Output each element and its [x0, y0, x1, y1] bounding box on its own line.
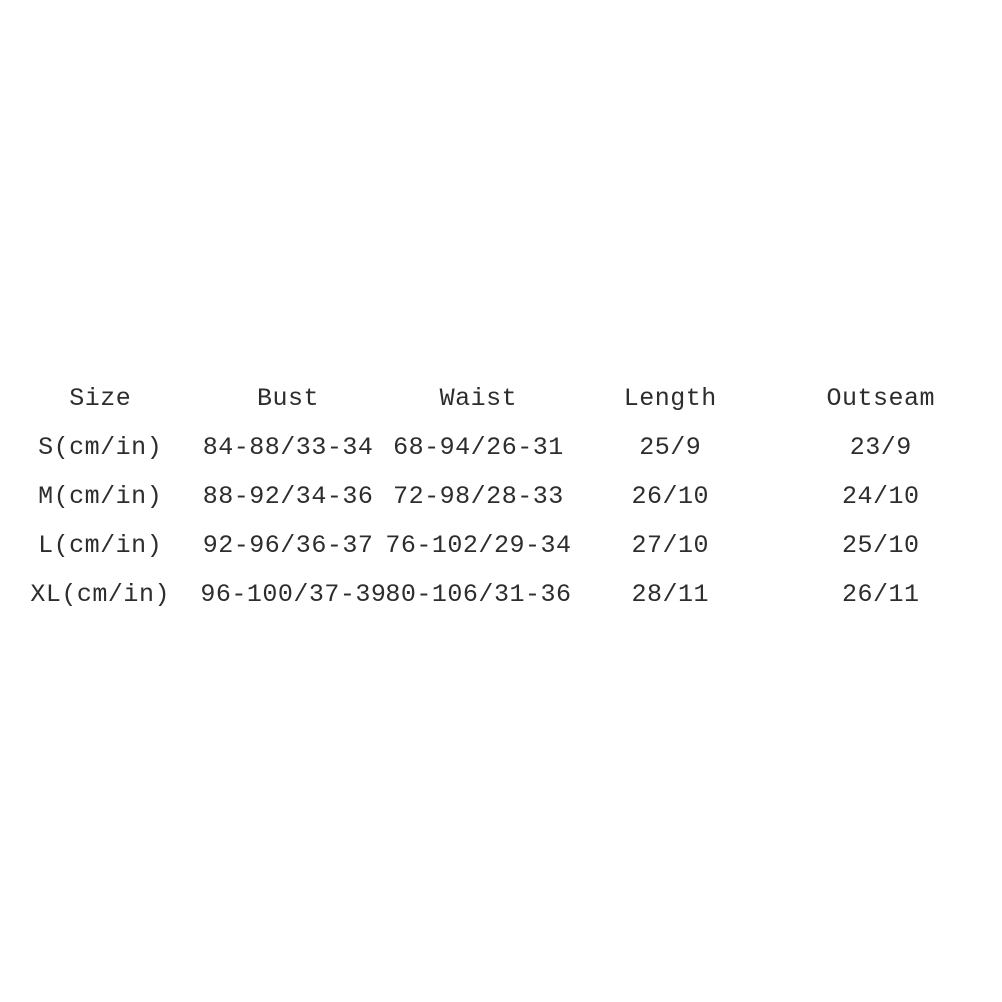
length-value-cell: 28/11: [631, 580, 710, 609]
column-header-waist: Waist: [439, 384, 518, 413]
size-label-cell: M(cm/in): [38, 482, 163, 511]
length-value-cell: 26/10: [631, 482, 710, 511]
length-value-cell: 25/9: [639, 433, 702, 462]
bust-value-cell: 92-96/36-37: [202, 531, 374, 560]
outseam-value-cell: 25/10: [841, 531, 920, 560]
table-row-l: [0, 521, 1002, 570]
outseam-value-cell: 24/10: [841, 482, 920, 511]
waist-value-cell: 80-106/31-36: [385, 580, 572, 609]
header-row: [0, 374, 1002, 423]
size-label-cell: S(cm/in): [38, 433, 163, 462]
waist-value-cell: 68-94/26-31: [393, 433, 564, 462]
outseam-value-cell: 23/9: [849, 433, 912, 462]
size-label-cell: XL(cm/in): [30, 580, 170, 609]
table-row-s: [0, 423, 1002, 472]
column-header-length: Length: [623, 384, 717, 413]
waist-value-cell: 76-102/29-34: [385, 531, 572, 560]
table-row-m: [0, 472, 1002, 521]
bust-value-cell: 96-100/37-39: [200, 580, 387, 609]
length-value-cell: 27/10: [631, 531, 710, 560]
outseam-value-cell: 26/11: [841, 580, 920, 609]
waist-value-cell: 72-98/28-33: [393, 482, 564, 511]
size-label-cell: L(cm/in): [38, 531, 163, 560]
size-chart-table: [0, 374, 1002, 619]
column-header-bust: Bust: [257, 384, 320, 413]
bust-value-cell: 88-92/34-36: [202, 482, 374, 511]
column-header-outseam: Outseam: [826, 384, 935, 413]
column-header-size: Size: [69, 384, 132, 413]
table-row-xl: [0, 570, 1002, 619]
bust-value-cell: 84-88/33-34: [202, 433, 374, 462]
